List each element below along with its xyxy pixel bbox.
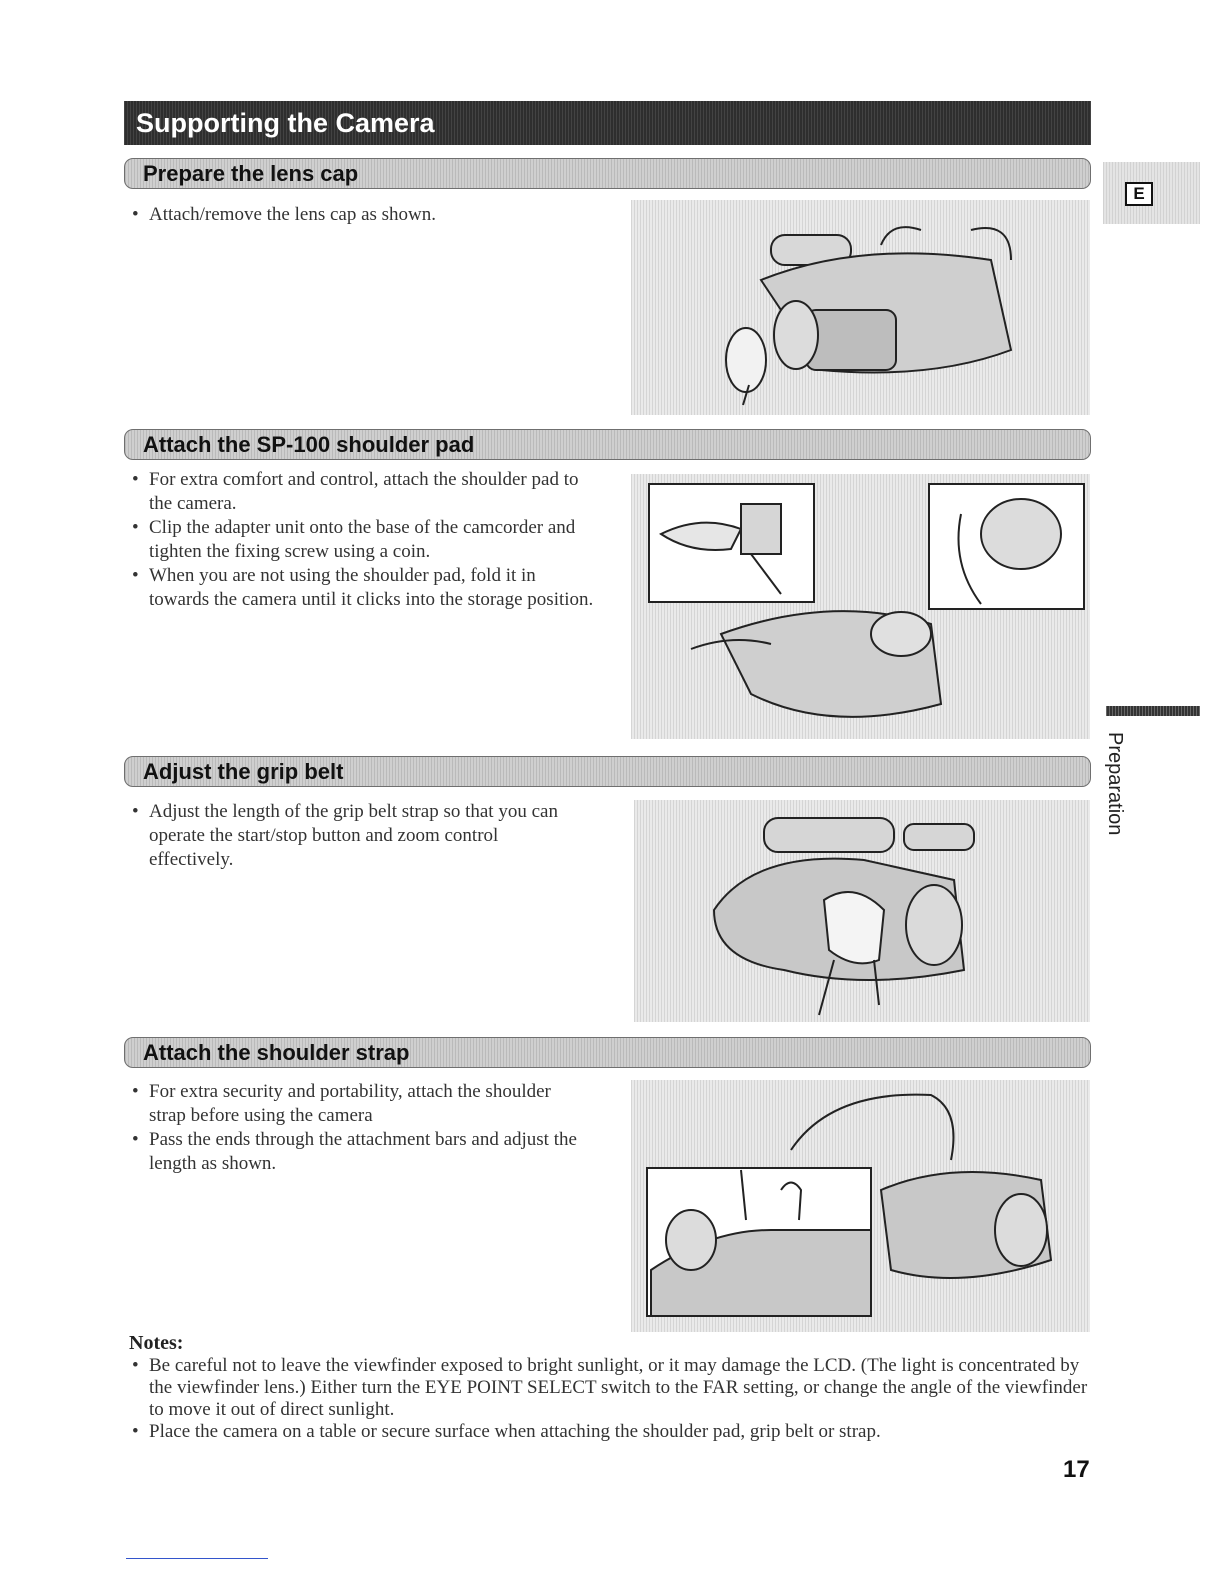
note-item: • Place the camera on a table or secure surface when attaching the shoulder pad, grip belt or strap. <box>129 1421 1089 1443</box>
notes-heading: Notes: <box>129 1332 184 1354</box>
camcorder-lens-cap-drawing <box>631 200 1090 415</box>
grip-belt-drawing <box>634 800 1090 1022</box>
language-tab-letter: E <box>1125 182 1153 206</box>
page-number: 17 <box>1063 1456 1090 1483</box>
section-heading-lens-cap: Prepare the lens cap <box>124 158 1091 189</box>
section-body-shoulder-pad <box>129 468 599 612</box>
section-body-shoulder-strap <box>129 1080 579 1176</box>
notes-list <box>129 1355 1089 1443</box>
bullet-item: • For extra comfort and control, attach the shoulder pad to the camera. <box>129 468 599 516</box>
section-heading-shoulder-pad: Attach the SP-100 shoulder pad <box>124 429 1091 460</box>
shoulder-strap-drawing <box>631 1080 1090 1332</box>
bullet-item: • Adjust the length of the grip belt strap so that you can operate the start/stop button and zoom control effectively. <box>129 800 579 872</box>
chapter-divider <box>1106 706 1200 716</box>
bullet-item: • For extra security and portability, attach the shoulder strap before using the camera <box>129 1080 579 1128</box>
grip-belt-illustration <box>634 800 1090 1022</box>
bullet-item: • Attach/remove the lens cap as shown. <box>129 203 609 227</box>
chapter-label: Preparation <box>1104 732 1126 836</box>
shoulder-pad-illustration <box>631 474 1090 739</box>
bullet-item: • Pass the ends through the attachment bars and adjust the length as shown. <box>129 1128 579 1176</box>
lens-cap-illustration <box>631 200 1090 415</box>
shoulder-pad-drawing <box>631 474 1090 739</box>
bullet-item: • Clip the adapter unit onto the base of the camcorder and tighten the fixing screw using a coin. <box>129 516 599 564</box>
footer-rule <box>126 1558 268 1559</box>
section-heading-grip-belt: Adjust the grip belt <box>124 756 1091 787</box>
section-body-grip-belt <box>129 800 579 872</box>
bullet-item: • When you are not using the shoulder pad, fold it in towards the camera until it clicks into the storage position. <box>129 564 599 612</box>
note-item: • Be careful not to leave the viewfinder exposed to bright sunlight, or it may damage the LCD. (The light is concentrated by the viewfinder lens.) Either turn the EYE POINT SELECT switch to the FAR setting, or change the angle of the viewfinder to move it out of direct sunlight. <box>129 1355 1089 1421</box>
page-title: Supporting the Camera <box>124 101 1091 145</box>
shoulder-strap-illustration <box>631 1080 1090 1332</box>
section-body-lens-cap <box>129 203 609 227</box>
section-heading-shoulder-strap: Attach the shoulder strap <box>124 1037 1091 1068</box>
